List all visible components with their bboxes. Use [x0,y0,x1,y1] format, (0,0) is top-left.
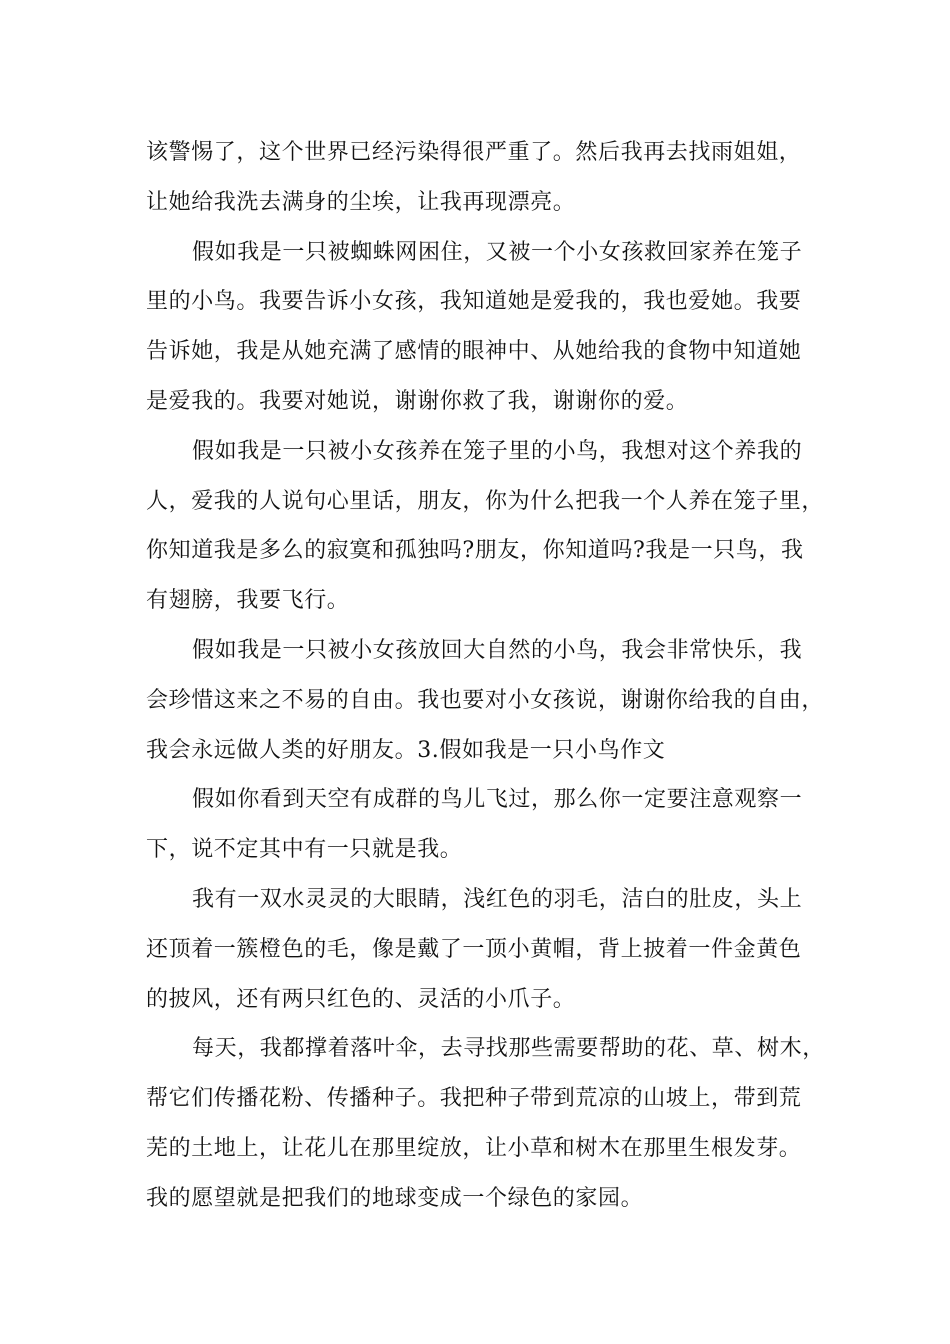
text-line: 下，说不定其中有一只就是我。 [146,837,463,863]
text-line: 你知道我是多么的寂寞和孤独吗?朋友，你知道吗?我是一只鸟，我 [146,538,804,564]
text-line: 帮它们传播花粉、传播种子。我把种子带到荒凉的山坡上，带到荒 [146,1086,802,1112]
body-text [146,128,825,1224]
text-line: 该警惕了，这个世界已经污染得很严重了。然后我再去找雨姐姐， [146,140,802,165]
text-line: 里的小鸟。我要告诉小女孩，我知道她是爱我的，我也爱她。我要 [146,289,802,315]
paragraph-first-line: 我有一双水灵灵的大眼睛，浅红色的羽毛，洁白的肚皮，头上 [192,886,803,912]
text-line: 有翅膀，我要飞行。 [146,588,350,614]
paragraph-first-line: 假如我是一只被小女孩养在笼子里的小鸟，我想对这个养我的 [192,438,803,464]
text-line: 我的愿望就是把我们的地球变成一个绿色的家园。 [146,1185,644,1211]
text-line: 我会永远做人类的好朋友。3.假如我是一只小鸟作文 [146,737,666,763]
paragraph-first-line: 每天，我都撑着落叶伞，去寻找那些需要帮助的花、草、树木， [192,1036,825,1062]
text-line: 的披风，还有两只红色的、灵活的小爪子。 [146,986,576,1012]
paragraph-first-line: 假如我是一只被蜘蛛网困住，又被一个小女孩救回家养在笼子 [192,239,803,265]
text-line: 还顶着一簇橙色的毛，像是戴了一顶小黄帽，背上披着一件金黄色 [146,936,802,962]
text-line: 会珍惜这来之不易的自由。我也要对小女孩说，谢谢你给我的自由， [146,687,825,713]
text-line: 人，爱我的人说句心里话，朋友，你为什么把我一个人养在笼子里， [146,488,825,514]
text-line: 告诉她，我是从她充满了感情的眼神中、从她给我的食物中知道她 [146,339,802,365]
paragraph-first-line: 假如你看到天空有成群的鸟儿飞过，那么你一定要注意观察一 [192,787,803,813]
text-line: 是爱我的。我要对她说，谢谢你救了我，谢谢你的爱。 [146,388,689,414]
paragraph-first-line: 假如我是一只被小女孩放回大自然的小鸟，我会非常快乐，我 [192,637,803,663]
text-line: 芜的土地上，让花儿在那里绽放，让小草和树木在那里生根发芽。 [146,1135,802,1161]
text-line: 让她给我洗去满身的尘埃，让我再现漂亮。 [146,189,576,215]
